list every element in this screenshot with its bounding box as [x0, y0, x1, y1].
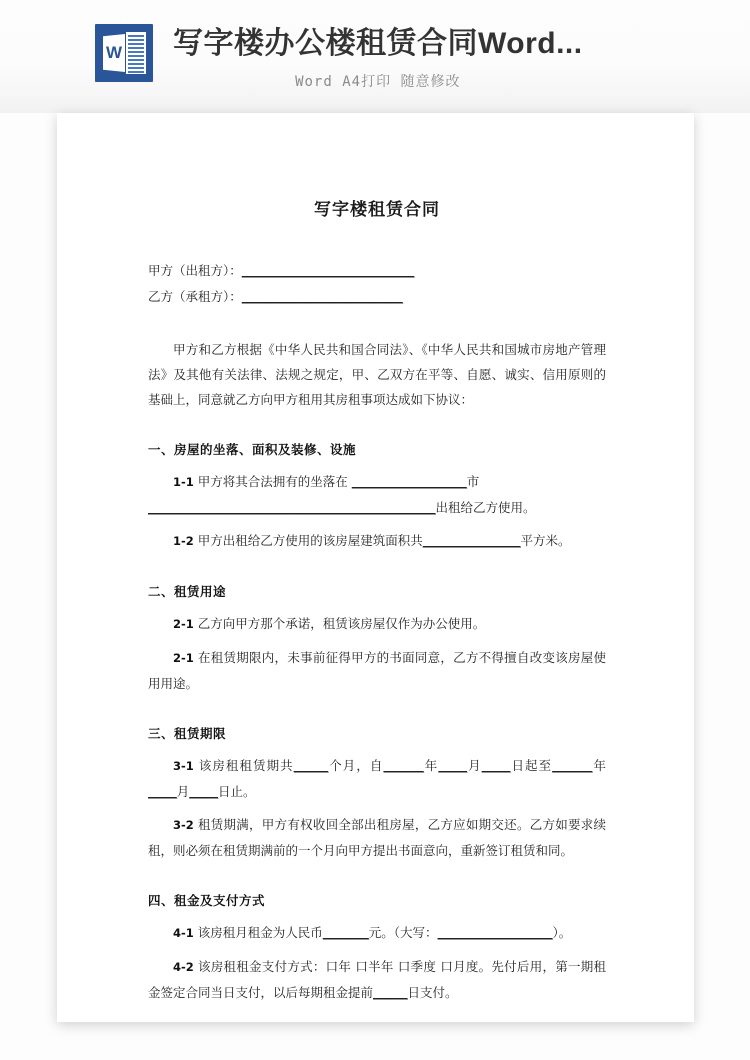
clause-number-3-1: 3-1 [173, 759, 194, 773]
clause-text-3-1-g: 月 [176, 784, 190, 799]
clause-blank-4-1-a: ________ [322, 925, 369, 940]
clause-blank-1-1-b: __________________________________________________ [148, 500, 436, 515]
clause-text-4-1-a: 该房租月租金为人民币 [197, 925, 323, 940]
header-text-block [173, 24, 583, 93]
clause-text-3-1-b: 个月，自 [328, 758, 384, 773]
clause-blank-1-2-a: _________________ [422, 533, 521, 548]
party-line-landlord [148, 258, 606, 284]
clause-1-1-cont [148, 495, 606, 520]
clause-1-2 [148, 528, 606, 554]
clause-text-1-2-b: 平方米。 [520, 533, 571, 548]
clause-text-1-1-b: 市 [466, 474, 480, 489]
clause-text-4-1-c: ）。 [552, 925, 572, 940]
clause-2-1 [148, 611, 606, 637]
clause-blank-3-1-g: _____ [189, 784, 219, 799]
clause-text-1-1-a: 甲方将其合法拥有的坐落在 [197, 474, 348, 489]
clause-text-3-1-e: 日起至 [510, 758, 553, 773]
party-blank-landlord: ______________________________ [241, 263, 415, 278]
clause-blank-3-1-c: _____ [438, 758, 468, 773]
clause-text-3-1-f: 年 [592, 758, 606, 773]
party-line-tenant [148, 284, 606, 310]
party-label-landlord: 甲方（出租方）： [148, 263, 242, 278]
clause-number-2-1: 2-1 [173, 617, 194, 631]
section-heading-2: 二、租赁用途 [148, 584, 227, 599]
clause-3-2 [148, 812, 606, 863]
document-title: 写字楼租赁合同 [314, 200, 440, 220]
clause-text-1-2-a: 甲方出租给乙方使用的该房屋建筑面积共 [197, 533, 423, 548]
app-header [0, 0, 750, 113]
clause-blank-1-1-a: ____________________ [351, 474, 467, 489]
section-heading-3: 三、租赁期限 [148, 726, 227, 741]
clause-number-2-2: 2-1 [173, 651, 194, 665]
page-subtitle: Word A4打印 随意修改 [295, 74, 461, 90]
clause-number-1-1: 1-1 [173, 475, 194, 489]
clause-number-4-1: 4-1 [173, 926, 194, 940]
clause-text-2-2: 在租赁期限内，未事前征得甲方的书面同意，乙方不得擅自改变该房屋使用用途。 [148, 650, 606, 691]
clause-blank-3-1-e: _______ [552, 758, 593, 773]
preamble-paragraph: 甲方和乙方根据《中华人民共和国合同法》、《中华人民共和国城市房地产管理法》及其他有关法律、法规之规定，甲、乙双方在平等、自愿、诚实、信用原则的基础上，同意就乙方向甲方租用其房租事项达成如下协议： [148, 342, 606, 407]
clause-text-3-1-d: 月 [467, 758, 482, 773]
clause-text-3-2: 租赁期满，甲方有权收回全部出租房屋，乙方应如期交还。乙方如要求续租，则必须在租赁期满前的一个月向甲方提出书面意向，重新签订租赁和同。 [148, 817, 606, 858]
clause-blank-4-1-b: ____________________ [437, 925, 553, 940]
word-icon-letter: W [105, 43, 123, 62]
clause-text-3-1-c: 年 [423, 758, 439, 773]
document-page[interactable] [57, 113, 694, 1022]
clause-2-2 [148, 645, 606, 696]
clause-text-3-1-a: 该房租租赁期共 [198, 758, 294, 773]
section-heading-4: 四、租金及支付方式 [148, 893, 266, 908]
clause-text-3-1-h: 日止。 [218, 784, 256, 799]
clause-text-4-1-b: 元。（大写： [368, 925, 438, 940]
clause-text-2-1: 乙方向甲方那个承诺，租赁该房屋仅作为办公使用。 [197, 616, 486, 631]
party-blank-tenant: ____________________________ [241, 289, 403, 304]
clause-blank-3-1-d: _____ [481, 758, 511, 773]
clause-number-4-2: 4-2 [173, 960, 194, 974]
clause-1-1 [148, 469, 606, 495]
clause-blank-3-1-f: _____ [148, 784, 177, 799]
clause-text-4-2-b: 日支付。 [407, 985, 458, 1000]
header-content [95, 24, 583, 93]
word-document-icon [95, 24, 153, 82]
clause-number-3-2: 3-2 [173, 818, 194, 832]
section-heading-1: 一、房屋的坐落、面积及装修、设施 [148, 442, 357, 457]
document-body [148, 195, 606, 1005]
clause-number-1-2: 1-2 [173, 534, 194, 548]
clause-4-1 [148, 920, 606, 946]
clause-blank-4-2-a: ______ [373, 985, 408, 1000]
clause-3-1 [148, 753, 606, 804]
clause-blank-3-1-b: _______ [383, 758, 424, 773]
clause-blank-3-1-a: ______ [293, 758, 329, 773]
page-title: 写字楼办公楼租赁合同Word... [173, 27, 583, 60]
word-icon-lines [126, 32, 146, 74]
clause-text-4-2-a: 该房租租金支付方式：口年 口半年 口季度 口月度。先付后用，第一期租金签定合同当日支付，以后每期租金提前 [148, 959, 606, 1000]
clause-4-2 [148, 954, 606, 1005]
party-label-tenant: 乙方（承租方）： [148, 289, 242, 304]
clause-text-1-1-c: 出租给乙方使用。 [435, 500, 536, 515]
